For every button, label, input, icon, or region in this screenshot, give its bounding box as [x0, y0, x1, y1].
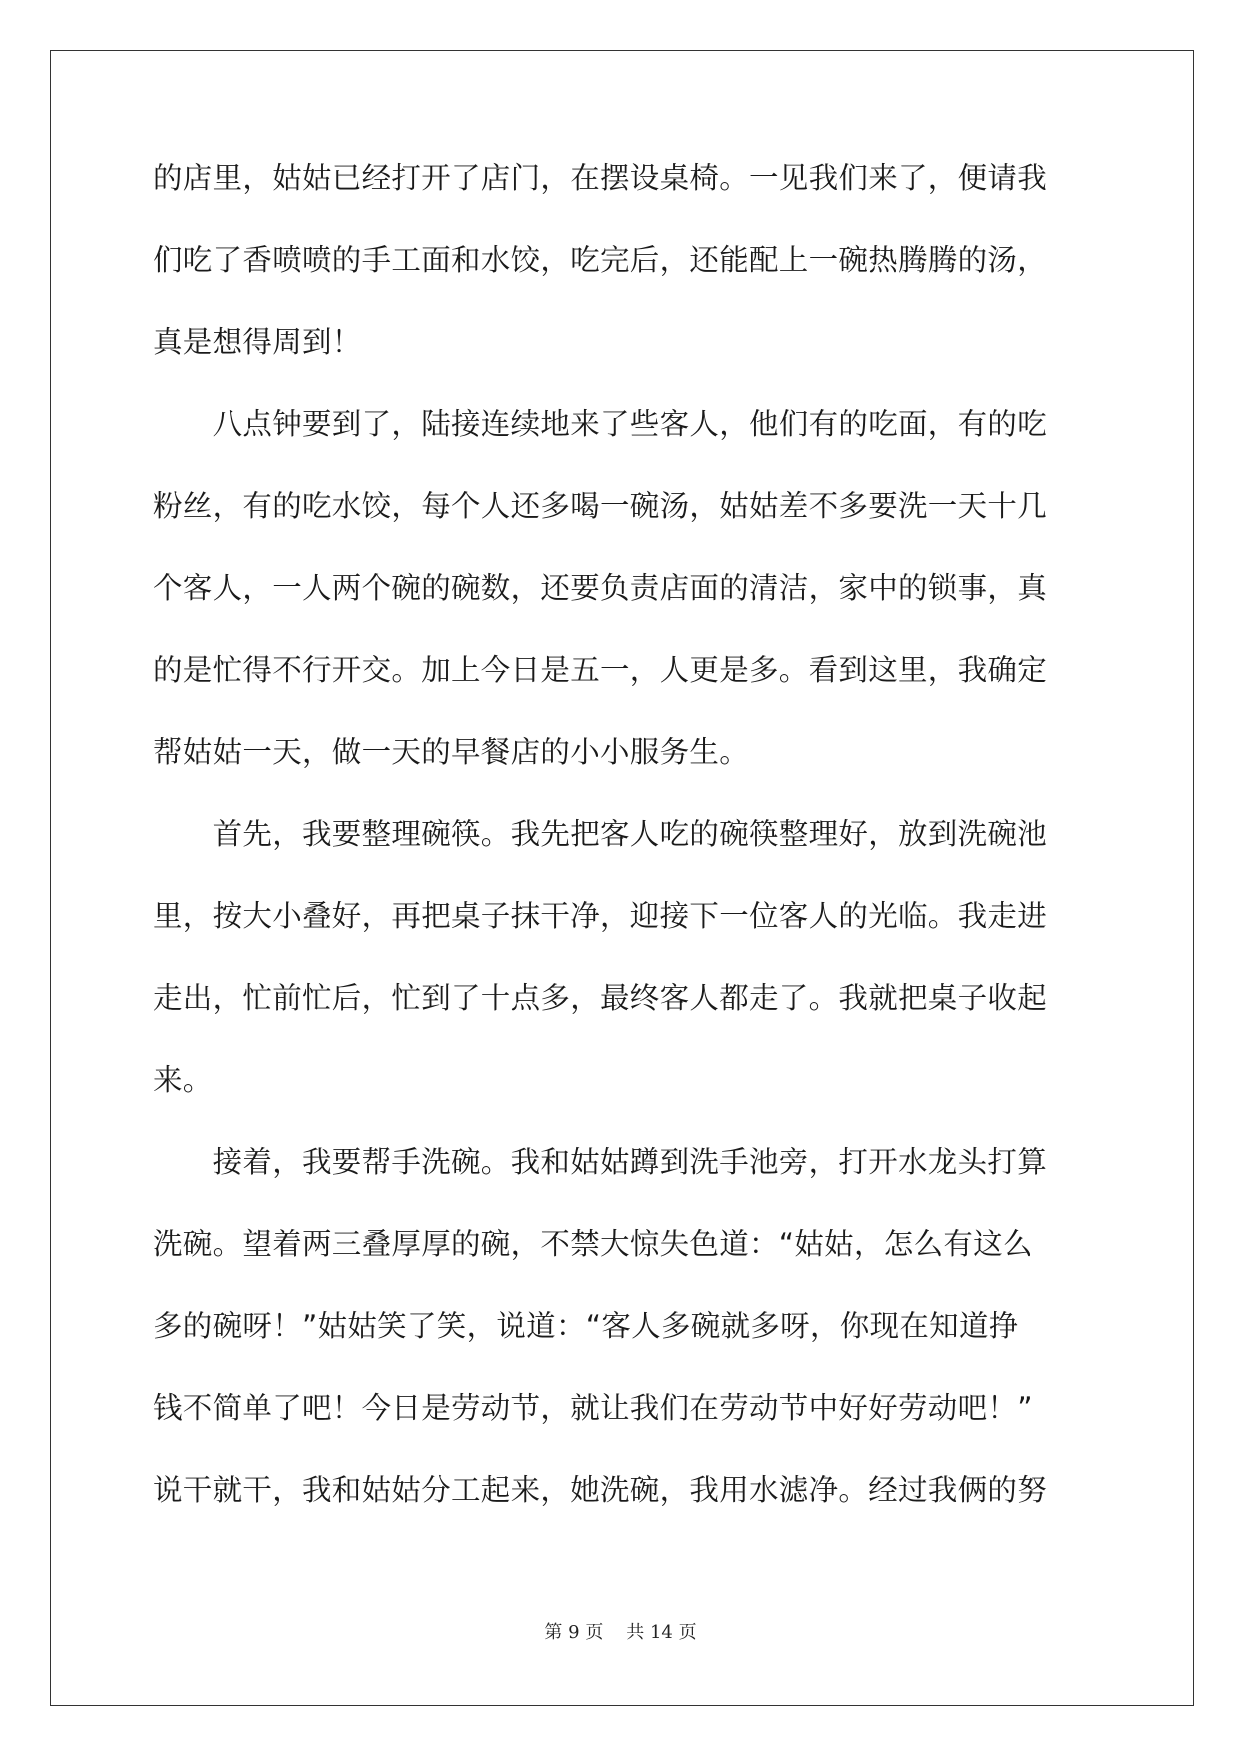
text-line: 来。 — [153, 1063, 213, 1097]
text-line: 的店里，姑姑已经打开了店门，在摆设桌椅。一见我们来了，便请我 — [153, 161, 1048, 195]
text-line: 走出，忙前忙后，忙到了十点多，最终客人都走了。我就把桌子收起 — [153, 981, 1048, 1015]
text-line: 洗碗。望着两三叠厚厚的碗，不禁大惊失色道：“姑姑，怎么有这么 — [153, 1227, 1033, 1261]
text-line: 粉丝，有的吃水饺，每个人还多喝一碗汤，姑姑差不多要洗一天十几 — [153, 489, 1048, 523]
document-body — [153, 160, 1093, 1554]
text-line: 说干就干，我和姑姑分工起来，她洗碗，我用水滤净。经过我俩的努 — [153, 1473, 1048, 1507]
text-line: 首先，我要整理碗筷。我先把客人吃的碗筷整理好，放到洗碗池 — [153, 817, 1048, 851]
page-total: 共 14 页 — [626, 1622, 697, 1643]
text-line: 接着，我要帮手洗碗。我和姑姑蹲到洗手池旁，打开水龙头打算 — [153, 1145, 1048, 1179]
text-line: 个客人，一人两个碗的碗数，还要负责店面的清洁，家中的锁事，真 — [153, 571, 1048, 605]
text-line: 真是想得周到！ — [153, 325, 362, 359]
text-line: 们吃了香喷喷的手工面和水饺，吃完后，还能配上一碗热腾腾的汤， — [153, 243, 1048, 277]
page-number: 第 9 页 — [544, 1622, 604, 1643]
page-footer — [0, 1618, 1241, 1644]
text-line: 多的碗呀！”姑姑笑了笑，说道：“客人多碗就多呀，你现在知道挣 — [153, 1309, 1019, 1343]
text-line: 的是忙得不行开交。加上今日是五一，人更是多。看到这里，我确定 — [153, 653, 1048, 687]
text-line: 八点钟要到了，陆接连续地来了些客人，他们有的吃面，有的吃 — [153, 407, 1048, 441]
text-line: 帮姑姑一天，做一天的早餐店的小小服务生。 — [153, 735, 750, 769]
text-line: 钱不简单了吧！今日是劳动节，就让我们在劳动节中好好劳动吧！” — [153, 1391, 1033, 1425]
text-line: 里，按大小叠好，再把桌子抹干净，迎接下一位客人的光临。我走进 — [153, 899, 1048, 933]
